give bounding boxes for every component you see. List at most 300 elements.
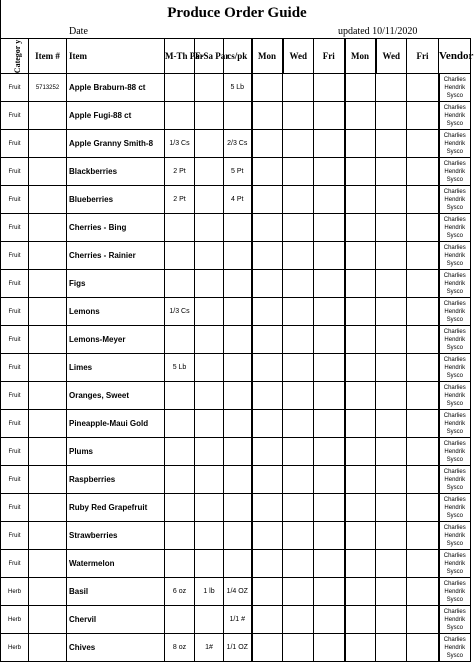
item-number-cell — [29, 578, 67, 606]
cs-pk-cell — [224, 354, 252, 382]
table-row — [1, 242, 471, 270]
vendor-name: Hendrik — [444, 140, 466, 147]
vendor-name: Charlies — [443, 608, 466, 615]
cs-pk-cell — [224, 214, 252, 242]
vendor-name: Sysco — [446, 260, 463, 267]
item-name-cell: Figs — [67, 270, 165, 298]
order-day-cell[interactable] — [407, 438, 439, 466]
item-name-cell: Plums — [67, 438, 165, 466]
order-day-cell[interactable] — [252, 130, 283, 158]
order-day-cell[interactable] — [345, 326, 376, 354]
cs-pk-cell — [224, 270, 252, 298]
order-day-cell[interactable] — [314, 606, 345, 634]
vendor-name: Charlies — [443, 300, 466, 307]
order-day-cell[interactable] — [314, 382, 345, 410]
item-name-cell: Blueberries — [67, 186, 165, 214]
vendor-cell — [439, 158, 471, 186]
order-day-cell[interactable] — [407, 606, 439, 634]
cs-pk-cell: 1/1 # — [224, 606, 252, 634]
order-day-cell[interactable] — [314, 438, 345, 466]
order-day-cell[interactable] — [283, 410, 314, 438]
order-day-cell[interactable] — [407, 494, 439, 522]
vendor-name: Charlies — [443, 552, 466, 559]
order-day-cell[interactable] — [252, 578, 283, 606]
order-day-cell[interactable] — [407, 326, 439, 354]
order-day-cell[interactable] — [314, 102, 345, 130]
order-day-cell[interactable] — [283, 270, 314, 298]
order-day-cell[interactable] — [283, 158, 314, 186]
order-day-cell[interactable] — [407, 634, 439, 662]
order-day-cell[interactable] — [345, 466, 376, 494]
order-day-cell[interactable] — [376, 522, 407, 550]
order-day-cell[interactable] — [314, 578, 345, 606]
order-day-cell[interactable] — [283, 466, 314, 494]
vendor-cell — [439, 634, 471, 662]
order-day-cell[interactable] — [407, 522, 439, 550]
date-label: Date — [69, 26, 88, 37]
order-day-cell[interactable] — [376, 550, 407, 578]
mth-par-cell — [165, 522, 195, 550]
order-day-cell[interactable] — [252, 382, 283, 410]
vendor-name: Charlies — [443, 328, 466, 335]
cs-pk-cell — [224, 326, 252, 354]
order-day-cell[interactable] — [283, 74, 314, 102]
header-fsa-par: F-Sa Par — [195, 39, 224, 74]
order-day-cell[interactable] — [407, 578, 439, 606]
order-day-cell[interactable] — [376, 466, 407, 494]
order-day-cell[interactable] — [252, 158, 283, 186]
order-day-cell[interactable] — [376, 130, 407, 158]
order-day-cell[interactable] — [252, 438, 283, 466]
order-day-cell[interactable] — [407, 130, 439, 158]
order-day-cell[interactable] — [314, 550, 345, 578]
table-row — [1, 186, 471, 214]
order-day-cell[interactable] — [252, 214, 283, 242]
vendor-name: Sysco — [446, 596, 463, 603]
order-day-cell[interactable] — [283, 634, 314, 662]
vendor-cell — [439, 74, 471, 102]
order-day-cell[interactable] — [376, 494, 407, 522]
vendor-cell — [439, 522, 471, 550]
order-day-cell[interactable] — [376, 634, 407, 662]
order-day-cell[interactable] — [283, 578, 314, 606]
order-day-cell[interactable] — [283, 214, 314, 242]
order-day-cell[interactable] — [283, 130, 314, 158]
order-day-cell[interactable] — [376, 242, 407, 270]
order-day-cell[interactable] — [283, 102, 314, 130]
order-day-cell[interactable] — [283, 242, 314, 270]
category-cell: Fruit — [1, 186, 29, 214]
vendor-name: Charlies — [443, 356, 466, 363]
vendor-name: Sysco — [446, 624, 463, 631]
order-day-cell[interactable] — [252, 186, 283, 214]
order-day-cell[interactable] — [407, 298, 439, 326]
order-day-cell[interactable] — [345, 550, 376, 578]
order-day-cell[interactable] — [314, 214, 345, 242]
mth-par-cell: 8 oz — [165, 634, 195, 662]
vendor-name: Sysco — [446, 232, 463, 239]
cs-pk-cell: 1/4 OZ — [224, 578, 252, 606]
category-cell: Herb — [1, 634, 29, 662]
vendor-name: Hendrik — [444, 644, 466, 651]
updated-label: updated 10/11/2020 — [338, 26, 418, 37]
order-day-cell[interactable] — [407, 214, 439, 242]
vendor-cell — [439, 130, 471, 158]
vendor-name: Charlies — [443, 384, 466, 391]
order-day-cell[interactable] — [314, 298, 345, 326]
vendor-cell — [439, 186, 471, 214]
order-day-cell[interactable] — [252, 606, 283, 634]
order-day-cell[interactable] — [376, 382, 407, 410]
mth-par-cell — [165, 382, 195, 410]
order-day-cell[interactable] — [252, 634, 283, 662]
item-number-cell — [29, 522, 67, 550]
order-day-cell[interactable] — [314, 466, 345, 494]
item-number-cell — [29, 606, 67, 634]
vendor-cell — [439, 550, 471, 578]
order-day-cell[interactable] — [314, 634, 345, 662]
category-cell: Fruit — [1, 74, 29, 102]
item-number-cell — [29, 550, 67, 578]
order-day-cell[interactable] — [376, 606, 407, 634]
fsa-par-cell — [195, 242, 224, 270]
vendor-cell — [439, 298, 471, 326]
order-day-cell[interactable] — [407, 102, 439, 130]
order-day-cell[interactable] — [345, 298, 376, 326]
vendor-name: Hendrik — [444, 308, 466, 315]
item-name-cell: Limes — [67, 354, 165, 382]
vendor-name: Charlies — [443, 636, 466, 643]
order-day-cell[interactable] — [376, 354, 407, 382]
order-day-cell[interactable] — [314, 354, 345, 382]
order-day-cell[interactable] — [252, 102, 283, 130]
item-name-cell: Apple Braburn-88 ct — [67, 74, 165, 102]
table-row — [1, 578, 471, 606]
order-day-cell[interactable] — [314, 158, 345, 186]
header-cs-pk: cs/pk — [224, 39, 252, 74]
order-day-cell[interactable] — [283, 186, 314, 214]
vendor-name: Hendrik — [444, 168, 466, 175]
vendor-name: Hendrik — [444, 252, 466, 259]
item-number-cell — [29, 354, 67, 382]
vendor-cell — [439, 410, 471, 438]
table-row — [1, 326, 471, 354]
vendor-cell — [439, 382, 471, 410]
order-day-cell[interactable] — [345, 158, 376, 186]
order-day-cell[interactable] — [283, 522, 314, 550]
item-name-cell: Lemons — [67, 298, 165, 326]
order-day-cell[interactable] — [345, 130, 376, 158]
order-day-cell[interactable] — [376, 74, 407, 102]
vendor-name: Charlies — [443, 244, 466, 251]
cs-pk-cell — [224, 438, 252, 466]
vendor-name: Charlies — [443, 104, 466, 111]
order-day-cell[interactable] — [345, 270, 376, 298]
table-row — [1, 382, 471, 410]
cs-pk-cell: 5 Lb — [224, 74, 252, 102]
cs-pk-cell — [224, 298, 252, 326]
header-day-5: Wed — [376, 39, 407, 74]
vendor-name: Hendrik — [444, 336, 466, 343]
order-day-cell[interactable] — [376, 326, 407, 354]
order-day-cell[interactable] — [345, 242, 376, 270]
vendor-name: Hendrik — [444, 280, 466, 287]
order-day-cell[interactable] — [345, 382, 376, 410]
vendor-name: Sysco — [446, 652, 463, 659]
vendor-name: Sysco — [446, 428, 463, 435]
fsa-par-cell — [195, 354, 224, 382]
order-day-cell[interactable] — [345, 606, 376, 634]
vendor-name: Hendrik — [444, 588, 466, 595]
vendor-name: Charlies — [443, 440, 466, 447]
vendor-name: Charlies — [443, 496, 466, 503]
order-day-cell[interactable] — [314, 326, 345, 354]
header-day-4: Mon — [345, 39, 376, 74]
fsa-par-cell — [195, 382, 224, 410]
order-day-cell[interactable] — [345, 410, 376, 438]
fsa-par-cell: 1# — [195, 634, 224, 662]
table-row — [1, 270, 471, 298]
table-row — [1, 438, 471, 466]
header-item: Item — [67, 39, 165, 74]
mth-par-cell — [165, 102, 195, 130]
cs-pk-cell — [224, 494, 252, 522]
order-day-cell[interactable] — [407, 158, 439, 186]
fsa-par-cell: 1 lb — [195, 578, 224, 606]
vendor-name: Sysco — [446, 568, 463, 575]
order-day-cell[interactable] — [314, 410, 345, 438]
order-day-cell[interactable] — [283, 494, 314, 522]
item-number-cell — [29, 130, 67, 158]
item-number-cell — [29, 634, 67, 662]
fsa-par-cell — [195, 130, 224, 158]
vendor-name: Hendrik — [444, 196, 466, 203]
vendor-name: Charlies — [443, 272, 466, 279]
item-number-cell — [29, 186, 67, 214]
header-vendor: Vendor — [439, 39, 471, 74]
order-day-cell[interactable] — [345, 522, 376, 550]
order-day-cell[interactable] — [314, 242, 345, 270]
order-day-cell[interactable] — [407, 270, 439, 298]
order-day-cell[interactable] — [376, 438, 407, 466]
order-day-cell[interactable] — [376, 270, 407, 298]
header-mth-par: M-Th Par — [165, 39, 195, 74]
item-name-cell: Chervil — [67, 606, 165, 634]
item-number-cell — [29, 102, 67, 130]
table-row — [1, 214, 471, 242]
vendor-cell — [439, 606, 471, 634]
order-day-cell[interactable] — [407, 242, 439, 270]
order-day-cell[interactable] — [252, 326, 283, 354]
mth-par-cell: 2 Pt — [165, 186, 195, 214]
order-day-cell[interactable] — [407, 354, 439, 382]
fsa-par-cell — [195, 326, 224, 354]
mth-par-cell: 1/3 Cs — [165, 130, 195, 158]
vendor-cell — [439, 354, 471, 382]
mth-par-cell — [165, 214, 195, 242]
order-day-cell[interactable] — [283, 354, 314, 382]
table-row — [1, 354, 471, 382]
mth-par-cell — [165, 494, 195, 522]
order-day-cell[interactable] — [345, 494, 376, 522]
order-day-cell[interactable] — [252, 242, 283, 270]
order-day-cell[interactable] — [407, 74, 439, 102]
vendor-name: Charlies — [443, 412, 466, 419]
category-cell: Fruit — [1, 242, 29, 270]
category-cell: Fruit — [1, 382, 29, 410]
order-day-cell[interactable] — [407, 186, 439, 214]
vendor-name: Hendrik — [444, 84, 466, 91]
table-row — [1, 298, 471, 326]
vendor-cell — [439, 326, 471, 354]
cs-pk-cell — [224, 466, 252, 494]
fsa-par-cell — [195, 214, 224, 242]
vendor-name: Hendrik — [444, 476, 466, 483]
mth-par-cell: 1/3 Cs — [165, 298, 195, 326]
category-cell: Fruit — [1, 298, 29, 326]
order-day-cell[interactable] — [376, 578, 407, 606]
item-name-cell: Apple Fugi-88 ct — [67, 102, 165, 130]
order-day-cell[interactable] — [345, 438, 376, 466]
order-day-cell[interactable] — [283, 606, 314, 634]
item-name-cell: Strawberries — [67, 522, 165, 550]
header-day-2: Wed — [283, 39, 314, 74]
order-day-cell[interactable] — [407, 550, 439, 578]
order-day-cell[interactable] — [376, 102, 407, 130]
item-name-cell: Apple Granny Smith-8 — [67, 130, 165, 158]
category-cell: Fruit — [1, 214, 29, 242]
mth-par-cell: 2 Pt — [165, 158, 195, 186]
order-day-cell[interactable] — [252, 522, 283, 550]
category-cell: Herb — [1, 606, 29, 634]
vendor-cell — [439, 494, 471, 522]
item-number-cell — [29, 326, 67, 354]
order-day-cell[interactable] — [252, 298, 283, 326]
item-number-cell — [29, 158, 67, 186]
cs-pk-cell: 5 Pt — [224, 158, 252, 186]
order-day-cell[interactable] — [376, 410, 407, 438]
order-guide-table — [0, 38, 474, 662]
vendor-name: Charlies — [443, 468, 466, 475]
order-day-cell[interactable] — [283, 438, 314, 466]
cs-pk-cell — [224, 102, 252, 130]
vendor-name: Sysco — [446, 92, 463, 99]
order-day-cell[interactable] — [407, 382, 439, 410]
category-cell: Fruit — [1, 466, 29, 494]
vendor-name: Hendrik — [444, 532, 466, 539]
order-day-cell[interactable] — [376, 186, 407, 214]
table-row — [1, 158, 471, 186]
mth-par-cell — [165, 410, 195, 438]
header-day-3: Fri — [314, 39, 345, 74]
item-number-cell — [29, 494, 67, 522]
order-day-cell[interactable] — [407, 410, 439, 438]
order-day-cell[interactable] — [314, 74, 345, 102]
vendor-name: Sysco — [446, 484, 463, 491]
vendor-name: Sysco — [446, 540, 463, 547]
vendor-name: Sysco — [446, 316, 463, 323]
fsa-par-cell — [195, 466, 224, 494]
order-day-cell[interactable] — [314, 130, 345, 158]
table-row — [1, 494, 471, 522]
header-day-1: Mon — [252, 39, 283, 74]
fsa-par-cell — [195, 74, 224, 102]
item-name-cell: Oranges, Sweet — [67, 382, 165, 410]
item-name-cell: Cherries - Rainier — [67, 242, 165, 270]
table-row — [1, 550, 471, 578]
header-item-number: Item # — [29, 39, 67, 74]
category-cell: Fruit — [1, 130, 29, 158]
order-day-cell[interactable] — [345, 214, 376, 242]
order-day-cell[interactable] — [252, 354, 283, 382]
order-day-cell[interactable] — [252, 550, 283, 578]
header-category: Categor y — [1, 39, 29, 74]
vendor-name: Sysco — [446, 456, 463, 463]
item-number-cell — [29, 438, 67, 466]
vendor-cell — [439, 438, 471, 466]
vendor-name: Hendrik — [444, 112, 466, 119]
vendor-cell — [439, 578, 471, 606]
fsa-par-cell — [195, 410, 224, 438]
cs-pk-cell: 4 Pt — [224, 186, 252, 214]
order-day-cell[interactable] — [376, 214, 407, 242]
vendor-name: Charlies — [443, 524, 466, 531]
order-day-cell[interactable] — [252, 466, 283, 494]
vendor-name: Charlies — [443, 76, 466, 83]
order-day-cell[interactable] — [314, 494, 345, 522]
table-row — [1, 130, 471, 158]
order-day-cell[interactable] — [345, 634, 376, 662]
order-day-cell[interactable] — [376, 298, 407, 326]
order-day-cell[interactable] — [283, 298, 314, 326]
item-number-cell — [29, 242, 67, 270]
vendor-name: Hendrik — [444, 392, 466, 399]
order-day-cell[interactable] — [345, 186, 376, 214]
category-cell: Herb — [1, 578, 29, 606]
fsa-par-cell — [195, 298, 224, 326]
item-name-cell: Ruby Red Grapefruit — [67, 494, 165, 522]
order-day-cell[interactable] — [283, 326, 314, 354]
category-cell: Fruit — [1, 158, 29, 186]
fsa-par-cell — [195, 550, 224, 578]
order-day-cell[interactable] — [345, 578, 376, 606]
order-day-cell[interactable] — [252, 74, 283, 102]
order-day-cell[interactable] — [252, 270, 283, 298]
item-name-cell: Basil — [67, 578, 165, 606]
vendor-name: Sysco — [446, 120, 463, 127]
order-day-cell[interactable] — [314, 522, 345, 550]
order-day-cell[interactable] — [252, 494, 283, 522]
vendor-name: Hendrik — [444, 616, 466, 623]
vendor-cell — [439, 466, 471, 494]
vendor-name: Sysco — [446, 512, 463, 519]
order-day-cell[interactable] — [314, 186, 345, 214]
vendor-name: Sysco — [446, 288, 463, 295]
order-day-cell[interactable] — [345, 354, 376, 382]
fsa-par-cell — [195, 270, 224, 298]
order-day-cell[interactable] — [283, 382, 314, 410]
vendor-name: Hendrik — [444, 420, 466, 427]
order-day-cell[interactable] — [376, 158, 407, 186]
order-day-cell[interactable] — [345, 74, 376, 102]
order-day-cell[interactable] — [314, 270, 345, 298]
category-cell: Fruit — [1, 438, 29, 466]
order-day-cell[interactable] — [345, 102, 376, 130]
cs-pk-cell — [224, 382, 252, 410]
order-day-cell[interactable] — [407, 466, 439, 494]
order-day-cell[interactable] — [283, 550, 314, 578]
order-day-cell[interactable] — [252, 410, 283, 438]
